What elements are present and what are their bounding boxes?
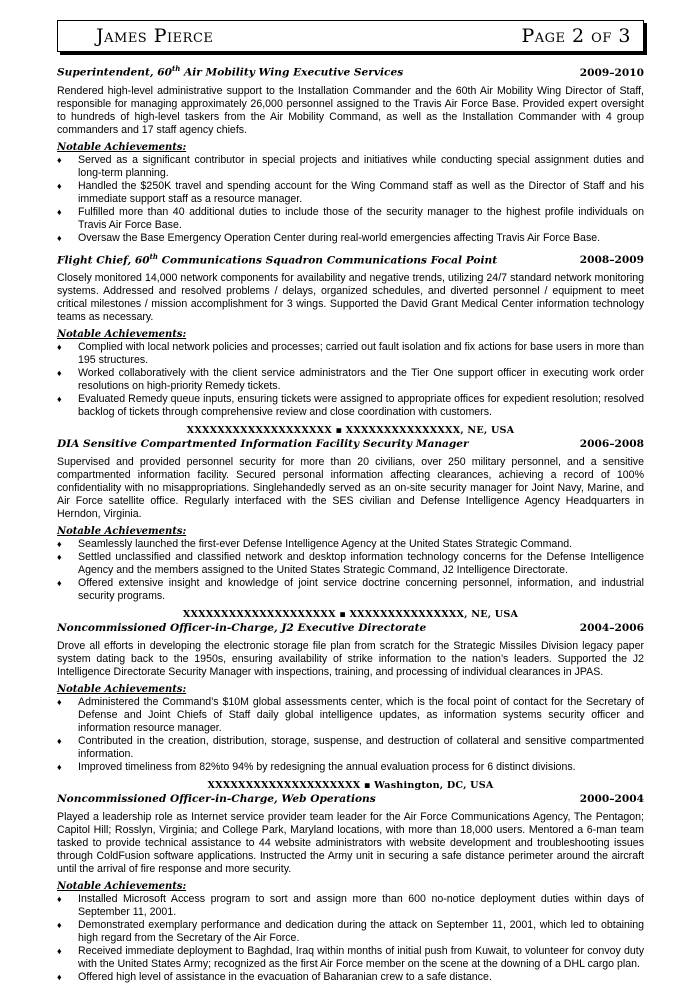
achievement-text: Served as a significant contributor in special projects and initiatives while conducting special assignment duties and long-term planning. xyxy=(78,153,644,179)
achievement-text: Evaluated Remedy queue inputs, ensuring tickets were assigned to appropriate offices for expedient resolution; resolved backlog of tickets through comprehensive review and close coordination with customers. xyxy=(78,393,644,419)
achievement-text: Installed Microsoft Access program to sort and assign more than 600 no-notice deployment duties within days of September 11, 2001. xyxy=(78,893,644,919)
job-location: XXXXXXXXXXXXXXXXXXXX ▪ Washington, DC, USA xyxy=(207,780,494,792)
bullet-diamond-icon: ♦ xyxy=(57,232,62,243)
achievement-item xyxy=(57,206,644,232)
job-title-rest: Communications Squadron Communications Focal Point xyxy=(157,254,498,267)
bullet-diamond-icon: ♦ xyxy=(57,394,62,405)
achievement-text: Offered extensive insight and knowledge of joint service doctrine concerning personnel, information, and industrial security programs. xyxy=(78,577,644,603)
job-description: Drove all efforts in developing the electronic storage file plan from scratch for the Strategic Missiles Division legacy paper system dating back to the 1950s, ensuring availability of strike information to the nation’s leaders. Supported the J2 Intelligence Directorate Security Manager with inspections, training, and processing of individual clearances in JPAS. xyxy=(57,640,644,679)
job-title-main: Superintendent, 60 xyxy=(57,66,173,79)
job-dates: 2004–2006 xyxy=(579,622,644,635)
job-title-superscript: th xyxy=(172,64,181,73)
bullet-diamond-icon: ♦ xyxy=(57,762,62,773)
bullet-diamond-icon: ♦ xyxy=(57,206,62,217)
achievements-list xyxy=(57,893,644,984)
achievement-item xyxy=(57,367,644,393)
achievement-item xyxy=(57,971,644,984)
job-title-row xyxy=(57,437,644,451)
job-location: XXXXXXXXXXXXXXXXXXX ▪ XXXXXXXXXXXXXXX, NE, USA xyxy=(186,425,515,437)
job-title-main: Noncommissioned Officer-in-Charge, Web Operations xyxy=(57,793,376,806)
achievement-text: Received immediate deployment to Baghdad, Iraq within months of initial push from Kuwait, to volunteer for convoy duty with the United States Army; recognized as the first Air Force member on the scene at the downing of a DHL cargo plan. xyxy=(78,945,644,971)
job-title-rest: Air Mobility Wing Executive Services xyxy=(180,66,404,79)
experience-section xyxy=(57,62,644,984)
achievement-item xyxy=(57,551,644,577)
bullet-diamond-icon: ♦ xyxy=(57,920,62,931)
achievement-text: Fulfilled more than 40 additional duties to include those of the security manager to the highest profile individuals on Travis Air Force Base. xyxy=(78,205,644,231)
achievements-list xyxy=(57,696,644,774)
job-title xyxy=(57,792,376,806)
bullet-diamond-icon: ♦ xyxy=(57,154,62,165)
achievement-text: Handled the $250K travel and spending account for the Wing Command staff as well as the Director of Staff and his immediate support staff as a resource manager. xyxy=(78,179,644,205)
job-title-superscript: th xyxy=(149,251,158,261)
job-description: Played a leadership role as Internet service provider team leader for the Air Force Communications Agency, The Pentagon; Capitol Hill; Rosslyn, Virginia; and College Park, Maryland locations, with more than 18,000 users. Mentored a 6-man team tasked to provide technical assistance to 44 website administrators with website development and troubleshooting issues through ColdFusion software applications. Instructed the Army unit in securing a safe distance perimeter around the aircraft until the arrival of fire response and more security. xyxy=(57,811,644,876)
bullet-diamond-icon: ♦ xyxy=(57,894,62,905)
bullet-diamond-icon: ♦ xyxy=(57,697,62,708)
bullet-diamond-icon: ♦ xyxy=(57,539,62,550)
achievements-heading: Notable Achievements: xyxy=(57,881,187,893)
job-dates: 2009–2010 xyxy=(579,66,644,79)
bullet-diamond-icon: ♦ xyxy=(57,946,62,957)
achievement-item xyxy=(57,761,644,774)
job-entry xyxy=(57,608,644,774)
page-number: Page 2 of 3 xyxy=(521,25,631,47)
achievement-item xyxy=(57,577,644,603)
achievements-list xyxy=(57,538,644,603)
achievement-text: Offered high level of assistance in the evacuation of Baharanian crew to a safe distance. xyxy=(78,971,492,984)
achievement-item xyxy=(57,735,644,761)
achievement-item xyxy=(57,232,644,245)
job-dates: 2000–2004 xyxy=(579,793,644,806)
job-title xyxy=(57,621,426,635)
job-entry xyxy=(57,62,644,245)
achievement-text: Administered the Command’s $10M global assessments center, which is the focal point of contact for the Secretary of Defense and Joint Chiefs of Staff daily global intelligence updates, as information systems security officer and information resource manager. xyxy=(78,696,644,735)
achievement-item xyxy=(57,154,644,180)
job-title xyxy=(57,437,469,451)
job-entry xyxy=(57,250,644,420)
achievements-heading: Notable Achievements: xyxy=(57,526,187,538)
job-title-row xyxy=(57,62,644,80)
bullet-diamond-icon: ♦ xyxy=(57,736,62,747)
job-entry xyxy=(57,424,644,603)
achievement-text: Worked collaboratively with the client service administrators and the Tier One support officer in executing work order resolutions on high-priority Remedy tickets. xyxy=(78,367,644,393)
achievements-list xyxy=(57,154,644,245)
achievement-text: Settled unclassified and classified network and desktop information technology concerns for the Defense Intelligence Agency and the members assigned to the United States Strategic Command, J2 Intelligence Directorate. xyxy=(78,551,644,577)
bullet-diamond-icon: ♦ xyxy=(57,552,62,563)
achievements-heading: Notable Achievements: xyxy=(57,684,187,696)
job-description: Closely monitored 14,000 network components for availability and negative trends, utilizing 24/7 standard network monitoring systems. Addressed and resolved problems / delays, organized schedules, and diverted personnel / equipment to meet critical milestones / mission accomplishment for 3 wings. Supported the David Grant Medical Center information technology teams as necessary. xyxy=(57,272,644,324)
bullet-diamond-icon: ♦ xyxy=(57,342,62,353)
bullet-diamond-icon: ♦ xyxy=(57,180,62,191)
achievement-item xyxy=(57,393,644,419)
candidate-name: James Pierce xyxy=(96,25,214,47)
bullet-diamond-icon: ♦ xyxy=(57,368,62,379)
job-title xyxy=(57,62,403,80)
bullet-diamond-icon: ♦ xyxy=(57,578,62,589)
achievements-heading: Notable Achievements: xyxy=(57,329,187,341)
achievement-item xyxy=(57,919,644,945)
job-title-row xyxy=(57,792,644,806)
job-description: Supervised and provided personnel security for more than 20 civilians, over 250 military personnel, and a sensitive compartmented information facility. Secured personal information affecting clearances, achieving a record of 100% confidentiality with no misappropriations. Singlehandedly served as an on-site security manager for Joint Navy, Marine, and Air Force satellite office. Regularly interfaced with the SES civilian and Defense Intelligence Agency Headquarters in Herndon, Virginia. xyxy=(57,456,644,521)
achievement-text: Demonstrated exemplary performance and dedication during the attack on September 11, 2001, which led to obtaining high regard from the Secretary of the Air Force. xyxy=(78,919,644,945)
page-header xyxy=(57,20,644,52)
achievement-text: Oversaw the Base Emergency Operation Center during real-world emergencies affecting Travis Air Force Base. xyxy=(78,231,601,244)
achievement-item xyxy=(57,180,644,206)
achievements-heading: Notable Achievements: xyxy=(57,141,187,153)
job-entry xyxy=(57,779,644,984)
achievements-list xyxy=(57,341,644,419)
achievement-item xyxy=(57,696,644,735)
achievement-item xyxy=(57,945,644,971)
job-dates: 2008–2009 xyxy=(579,254,644,267)
bullet-diamond-icon: ♦ xyxy=(57,972,62,983)
achievement-text: Seamlessly launched the first-ever Defense Intelligence Agency at the United States Strategic Command. xyxy=(78,538,573,551)
achievement-text: Improved timeliness from 82%to 94% by redesigning the annual evaluation process for 6 distinct divisions. xyxy=(78,761,576,774)
achievement-item xyxy=(57,893,644,919)
job-dates: 2006–2008 xyxy=(579,438,644,451)
job-title-main: Noncommissioned Officer-in-Charge, J2 Executive Directorate xyxy=(57,622,427,635)
job-title-main: DIA Sensitive Compartmented Information Facility Security Manager xyxy=(57,438,469,451)
resume-page xyxy=(57,20,644,989)
achievement-item xyxy=(57,538,644,551)
achievement-text: Contributed in the creation, distribution, storage, suspense, and destruction of collateral and sensitive compartmented information. xyxy=(78,735,644,761)
job-title-main: Flight Chief, 60 xyxy=(57,254,150,267)
achievement-item xyxy=(57,341,644,367)
job-location: XXXXXXXXXXXXXXXXXXXX ▪ XXXXXXXXXXXXXXX, NE, USA xyxy=(182,609,519,621)
job-title-row xyxy=(57,250,644,268)
job-description: Rendered high-level administrative support to the Installation Commander and the 60th Air Mobility Wing Director of Staff, responsible for managing approximately 26,000 personnel assigned to the Travis Air Force Base. Provided expert oversight to hundreds of high-level taskers from the Air Mobility Command, as well as the Installation Commander with 4 group commanders and 17 staff agency chiefs. xyxy=(57,84,644,136)
achievement-text: Complied with local network policies and processes; carried out fault isolation and fix actions for base users in more than 195 structures. xyxy=(78,341,644,367)
job-title-row xyxy=(57,621,644,635)
job-title xyxy=(57,250,497,268)
